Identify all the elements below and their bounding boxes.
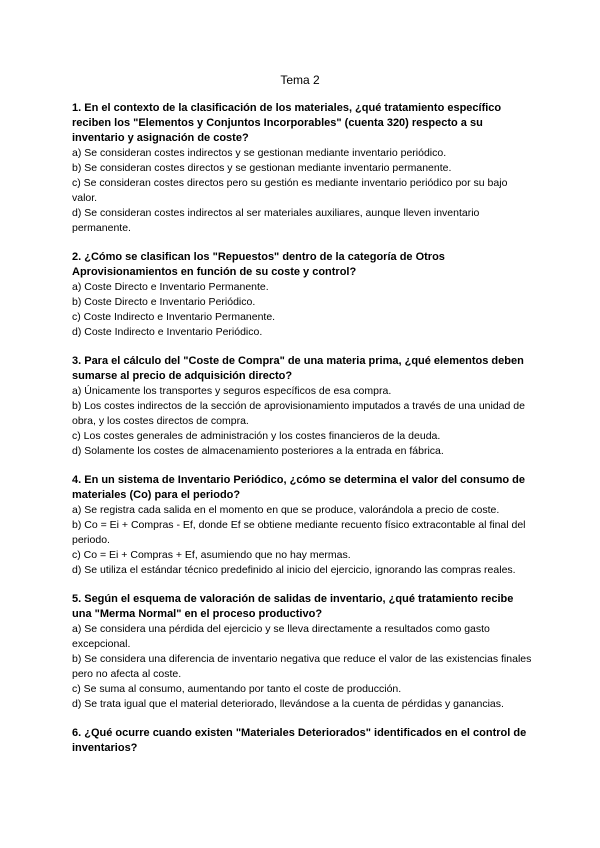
option-d: d) Solamente los costes de almacenamiento posteriores a la entrada en fábrica. (72, 445, 444, 457)
question-1 (72, 101, 534, 236)
question-6 (72, 726, 534, 756)
option-b: b) Coste Directo e Inventario Periódico. (72, 296, 256, 308)
option-d: d) Coste Indirecto e Inventario Periódico. (72, 326, 263, 338)
option-b: b) Co = Ei + Compras - Ef, donde Ef se obtiene mediante recuento físico extracontable al final del periodo. (72, 519, 526, 546)
question-text: 4. En un sistema de Inventario Periódico, ¿cómo se determina el valor del consumo de materiales (Co) para el periodo? (72, 474, 525, 501)
option-a: a) Se registra cada salida en el momento en que se produce, valorándola a precio de coste. (72, 504, 500, 516)
option-c: c) Se suma al consumo, aumentando por tanto el coste de producción. (72, 683, 402, 695)
question-text: 1. En el contexto de la clasificación de los materiales, ¿qué tratamiento específico reciben los "Elementos y Conjuntos Incorporables" (cuenta 320) respecto a su inventario y asignación de coste? (72, 102, 502, 144)
option-b: b) Se consideran costes directos y se gestionan mediante inventario permanente. (72, 162, 452, 174)
question-text: 3. Para el cálculo del "Coste de Compra" de una materia prima, ¿qué elementos deben sumarse al precio de adquisición directo? (72, 355, 524, 382)
option-a: a) Se considera una pérdida del ejercicio y se lleva directamente a resultados como gasto excepcional. (72, 623, 490, 650)
option-list (72, 146, 534, 236)
question-text: 5. Según el esquema de valoración de salidas de inventario, ¿qué tratamiento recibe una "Merma Normal" en el proceso productivo? (72, 593, 514, 620)
question-4 (72, 473, 534, 578)
option-c: c) Co = Ei + Compras + Ef, asumiendo que no hay mermas. (72, 549, 351, 561)
option-d: d) Se utiliza el estándar técnico predefinido al inicio del ejercicio, ignorando las compras reales. (72, 564, 516, 576)
document-title: Tema 2 (280, 73, 320, 87)
option-c: c) Coste Indirecto e Inventario Permanente. (72, 311, 276, 323)
option-c: c) Se consideran costes directos pero su gestión es mediante inventario periódico por su bajo valor. (72, 177, 508, 204)
question-3 (72, 354, 534, 459)
question-list (72, 101, 534, 770)
question-5 (72, 592, 534, 712)
option-a: a) Se consideran costes indirectos y se gestionan mediante inventario periódico. (72, 147, 447, 159)
option-a: a) Únicamente los transportes y seguros específicos de esa compra. (72, 385, 392, 397)
option-d: d) Se trata igual que el material deteriorado, llevándose a la cuenta de pérdidas y ganancias. (72, 698, 504, 710)
option-a: a) Coste Directo e Inventario Permanente. (72, 281, 269, 293)
question-2 (72, 250, 534, 340)
option-c: c) Los costes generales de administración y los costes financieros de la deuda. (72, 430, 441, 442)
option-list (72, 384, 534, 459)
option-b: b) Se considera una diferencia de inventario negativa que reduce el valor de las existencias finales pero no afecta al coste. (72, 653, 532, 680)
option-list (72, 622, 534, 712)
option-list (72, 503, 534, 578)
option-b: b) Los costes indirectos de la sección de aprovisionamiento imputados a través de una unidad de obra, y los costes directos de compra. (72, 400, 525, 427)
question-text: 2. ¿Cómo se clasifican los "Repuestos" dentro de la categoría de Otros Aprovisionamientos en función de su coste y control? (72, 251, 445, 278)
option-list (72, 280, 534, 340)
question-text: 6. ¿Qué ocurre cuando existen "Materiales Deteriorados" identificados en el control de inventarios? (72, 727, 527, 754)
option-d: d) Se consideran costes indirectos al ser materiales auxiliares, aunque lleven inventario permanente. (72, 207, 480, 234)
